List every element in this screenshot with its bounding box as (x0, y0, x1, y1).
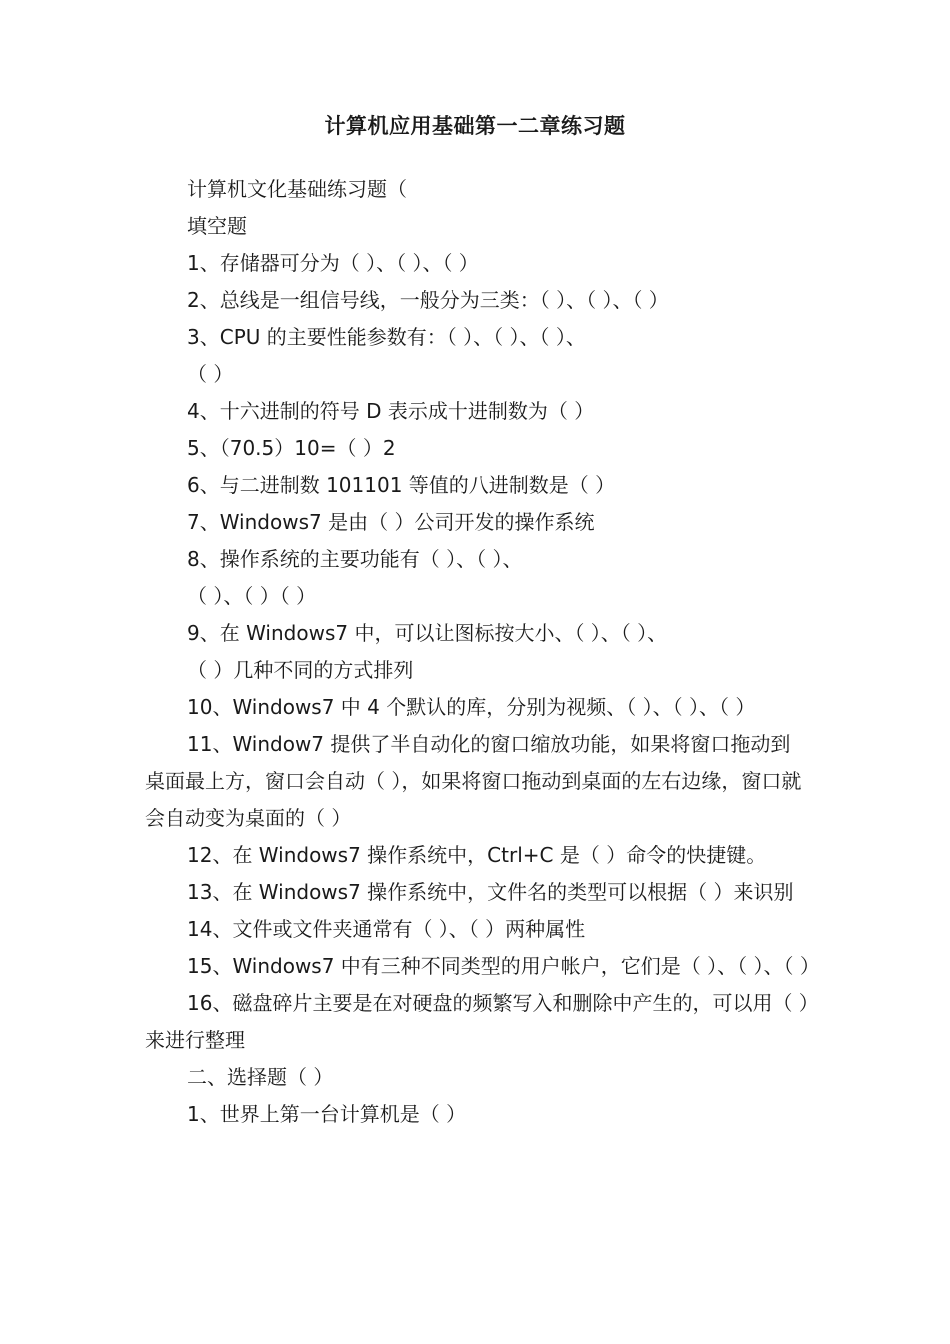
question-15: 15、Windows7 中有三种不同类型的用户帐户，它们是（ ）、（ ）、（ ） (187, 954, 820, 978)
question-6: 6、与二进制数 101101 等值的八进制数是（ ） (187, 473, 616, 497)
section-heading-fill-blank: 填空题 (187, 214, 247, 238)
question-11: 11、Window7 提供了半自动化的窗口缩放功能，如果将窗口拖动到桌面最上方，窗口会自动（ ），如果将窗口拖动到桌面的左右边缘，窗口就会自动变为桌面的（ ） (145, 732, 802, 830)
question-16: 16、磁盘碎片主要是在对硬盘的频繁写入和删除中产生的，可以用（ ）来进行整理 (145, 991, 809, 1052)
question-1: 1、存储器可分为（ ）、（ ）、（ ） (187, 251, 479, 275)
question-4: 4、十六进制的符号 D 表示成十进制数为（ ） (187, 399, 595, 423)
section-heading-multiple-choice: 二、选择题（ ） (187, 1065, 334, 1089)
document-body (145, 171, 825, 1133)
question-14: 14、文件或文件夹通常有（ ）、（ ）两种属性 (187, 917, 586, 941)
page-title: 计算机应用基础第一二章练习题 (324, 114, 626, 138)
choice-question-1: 1、世界上第一台计算机是（ ） (187, 1102, 467, 1126)
question-8: 8、操作系统的主要功能有（ ）、（ ）、 (187, 547, 523, 571)
question-13: 13、在 Windows7 操作系统中，文件名的类型可以根据（ ）来识别 (187, 880, 794, 904)
question-10: 10、Windows7 中 4 个默认的库，分别为视频、（ ）、（ ）、（ ） (187, 695, 756, 719)
question-2: 2、总线是一组信号线，一般分为三类：（ ）、（ ）、（ ） (187, 288, 669, 312)
question-7: 7、Windows7 是由（ ）公司开发的操作系统 (187, 510, 595, 534)
question-8-continued: （ ）、（ ）（ ） (187, 584, 317, 608)
question-5: 5、（70.5）10=（ ）2 (187, 436, 396, 460)
question-12: 12、在 Windows7 操作系统中，Ctrl+C 是（ ）命令的快捷键。 (187, 843, 767, 867)
question-3-continued: （ ） (187, 362, 234, 386)
question-3: 3、CPU 的主要性能参数有：（ ）、（ ）、（ ）、 (187, 325, 586, 349)
question-9: 9、在 Windows7 中，可以让图标按大小、（ ）、（ ）、 (187, 621, 668, 645)
heading-intro: 计算机文化基础练习题（ (187, 177, 407, 201)
question-9-continued: （ ）几种不同的方式排列 (187, 658, 414, 682)
